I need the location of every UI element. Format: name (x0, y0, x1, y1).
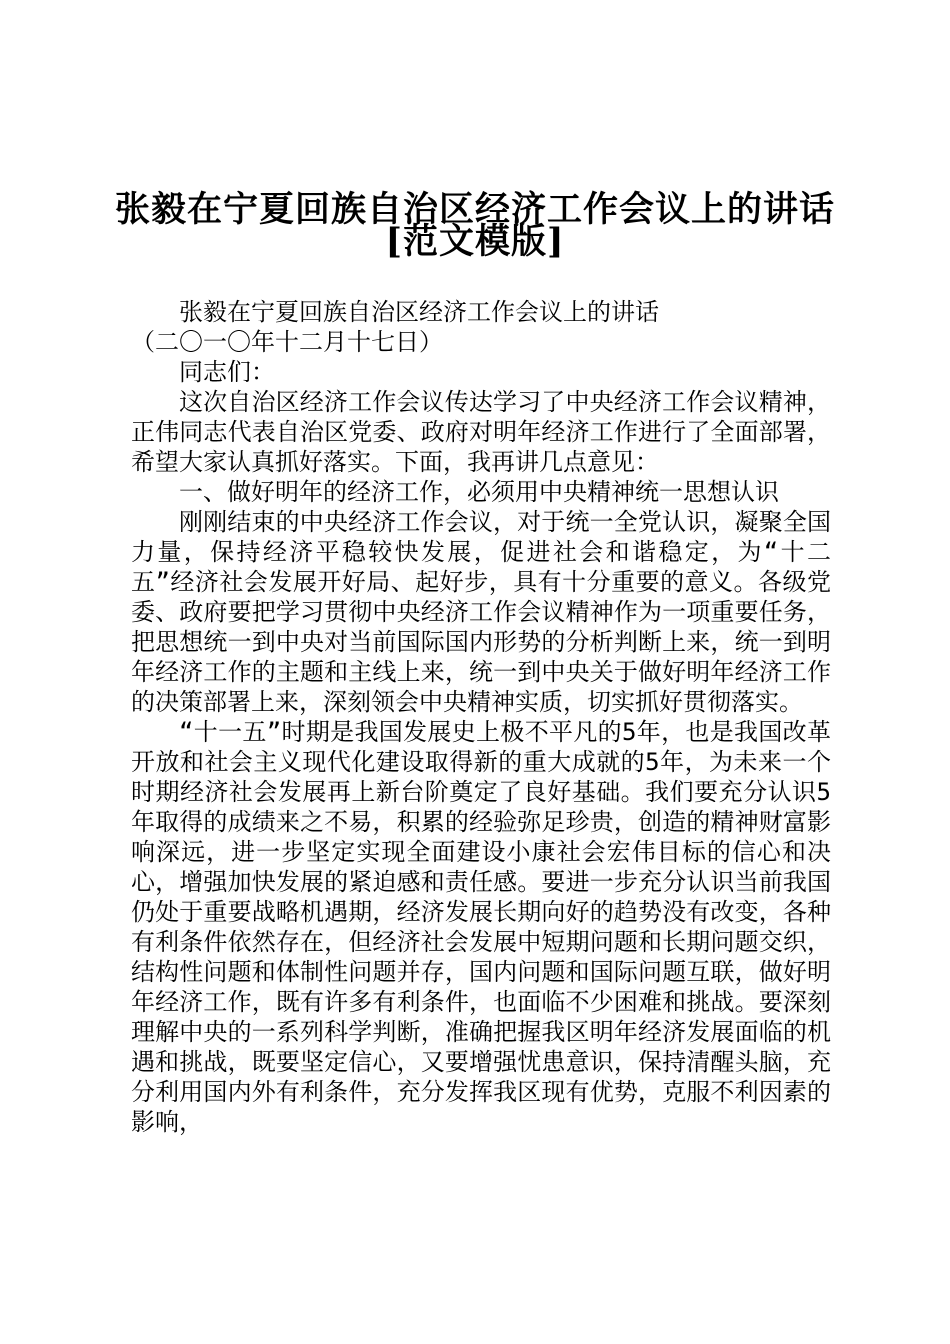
subtitle-paragraph: 张毅在宁夏回族自治区经济工作会议上的讲话 (179, 298, 659, 326)
document-body (131, 297, 831, 1137)
salutation-paragraph: 同志们： (179, 358, 275, 386)
body-paragraph: “十一五”时期是我国发展史上极不平凡的5年，也是我国改革开放和社会主义现代化建设取得新的重大成就的5年，为未来一个时期经济社会发展再上新台阶奠定了良好基础。我们要充分认识5年取得的成绩来之不易，积累的经验弥足珍贵，创造的精神财富影响深远，进一步坚定实现全面建设小康社会宏伟目标的信心和决心，增强加快发展的紧迫感和责任感。要进一步充分认识当前我国仍处于重要战略机遇期，经济发展长期向好的趋势没有改变，各种有利条件依然存在，但经济社会发展中短期问题和长期问题交织，结构性问题和体制性问题并存，国内问题和国际问题互联，做好明年经济工作，既有许多有利条件，也面临不少困难和挑战。要深刻理解中央的一系列科学判断，准确把握我区明年经济发展面临的机遇和挑战，既要坚定信心，又要增强忧患意识，保持清醒头脑，充分利用国内外有利条件，充分发挥我区现有优势，克服不利因素的影响， (131, 718, 831, 1136)
date-paragraph: （二〇一〇年十二月十七日） (131, 328, 443, 356)
document-title-line-1: 张毅在宁夏回族自治区经济工作会议上的讲话 (114, 189, 835, 230)
body-paragraph: 刚刚结束的中央经济工作会议，对于统一全党认识，凝聚全国力量，保持经济平稳较快发展，促进社会和谐稳定，为“十二五”经济社会发展开好局、起好步，具有十分重要的意义。各级党委、政府要把学习贯彻中央经济工作会议精神作为一项重要任务，把思想统一到中央对当前国际国内形势的分析判断上来，统一到明年经济工作的主题和主线上来，统一到中央关于做好明年经济工作的决策部署上来，深刻领会中央精神实质，切实抓好贯彻落实。 (131, 508, 831, 716)
section-heading: 一、做好明年的经济工作，必须用中央精神统一思想认识 (179, 478, 779, 506)
body-paragraph: 这次自治区经济工作会议传达学习了中央经济工作会议精神，正伟同志代表自治区党委、政府对明年经济工作进行了全面部署，希望大家认真抓好落实。下面，我再讲几点意见： (131, 388, 831, 476)
document-title-line-2: [范文模版] (385, 221, 565, 262)
